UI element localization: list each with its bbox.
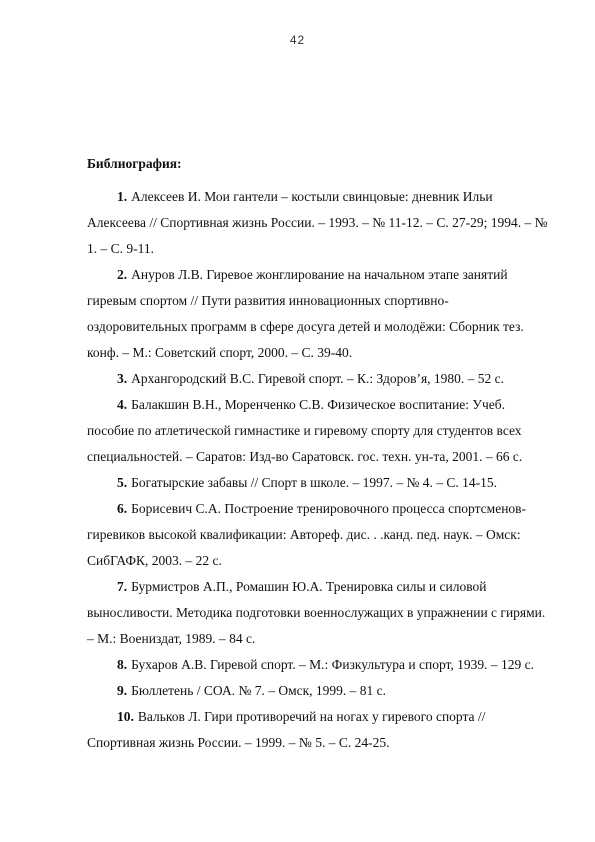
bibliography-entry [87, 652, 549, 678]
entry-number: 7. [117, 579, 128, 594]
entry-text: Богатырские забавы // Спорт в школе. – 1997. – № 4. – С. 14-15. [131, 475, 497, 490]
entry-text: Ануров Л.В. Гиревое жонглирование на начальном этапе занятий гиревым спортом // Пути развития инновационных спортивно-оздоровительных программ в сфере досуга детей и молодёжи: Сборник тез. конф. – М.: Советский спорт, 2000. – С. 39-40. [87, 267, 524, 360]
entry-number: 2. [117, 267, 128, 282]
bibliography-entry [87, 392, 549, 470]
entry-text: Борисевич С.А. Построение тренировочного процесса спортсменов-гиревиков высокой квалификации: Автореф. дис. . .канд. пед. наук. – Омск: СибГАФК, 2003. – 22 с. [87, 501, 527, 568]
bibliography-heading: Библиография: [87, 156, 182, 171]
entry-number: 10. [117, 709, 134, 724]
entry-text: Бюллетень / СОА. № 7. – Омск, 1999. – 81 с. [131, 683, 387, 698]
entry-number: 5. [117, 475, 128, 490]
bibliography-entry [87, 184, 549, 262]
entry-text: Архангородский В.С. Гиревой спорт. – К.: Здоров’я, 1980. – 52 с. [131, 371, 505, 386]
entry-number: 8. [117, 657, 128, 672]
entry-text: Бухаров А.В. Гиревой спорт. – М.: Физкультура и спорт, 1939. – 129 с. [131, 657, 535, 672]
bibliography-entry [87, 262, 549, 366]
entry-text: Балакшин В.Н., Моренченко С.В. Физическое воспитание: Учеб. пособие по атлетической гимнастике и гиревому спорту для студентов всех специальностей. – Саратов: Изд-во Саратовск. гос. техн. ун-та, 2001. – 66 с. [87, 397, 523, 464]
entry-number: 4. [117, 397, 128, 412]
page-number: 42 [289, 33, 306, 47]
entry-text: Бурмистров А.П., Ромашин Ю.А. Тренировка силы и силовой выносливости. Методика подготовки военнослужащих в упражнении с гирями. – М.: Воениздат, 1989. – 84 с. [87, 579, 546, 646]
bibliography-entry [87, 704, 549, 756]
entry-text: Алексеев И. Мои гантели – костыли свинцовые: дневник Ильи Алексеева // Спортивная жизнь России. – 1993. – № 11-12. – С. 27-29; 1994. – № 1. – С. 9-11. [87, 189, 548, 256]
entry-text: Вальков Л. Гири противоречий на ногах у гиревого спорта // Спортивная жизнь России. – 1999. – № 5. – С. 24-25. [87, 709, 486, 750]
entry-number: 1. [117, 189, 128, 204]
bibliography-entry [87, 470, 549, 496]
bibliography-entry [87, 574, 549, 652]
bibliography-entry [87, 366, 549, 392]
entry-number: 3. [117, 371, 128, 386]
bibliography-entry [87, 678, 549, 704]
entry-number: 9. [117, 683, 128, 698]
entry-number: 6. [117, 501, 128, 516]
bibliography-entry [87, 496, 549, 574]
bibliography-list [87, 184, 549, 756]
